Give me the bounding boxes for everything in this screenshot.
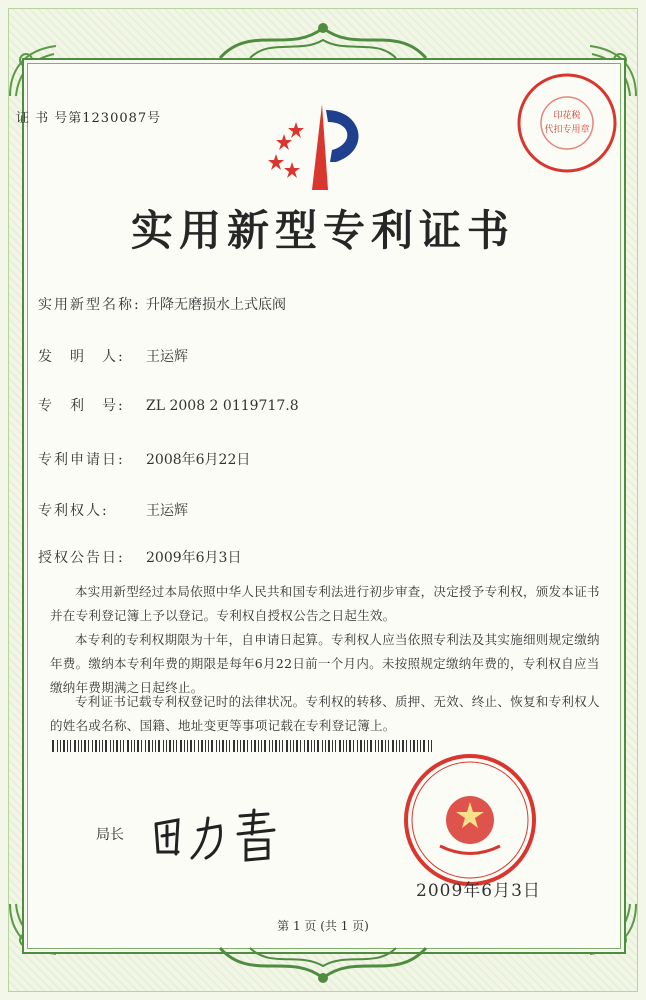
barcode-bar [145,740,146,752]
barcode-bar [296,740,298,752]
barcode-bar [198,740,199,752]
barcode-bar [222,740,224,752]
barcode-bar [208,740,209,752]
barcode-bar [113,740,114,752]
barcode-bar [314,740,315,752]
barcode-bar [367,740,368,752]
barcode-bar [81,740,82,752]
barcode-bar [78,740,79,752]
barcode-bar [74,740,76,752]
barcode-bar [360,740,362,752]
barcode-bar [152,740,153,752]
barcode-bar [279,740,280,752]
barcode-bar [180,740,182,752]
field-value: 王运辉 [146,349,188,365]
barcode-bar [322,740,323,752]
barcode-bar [304,740,305,752]
barcode-bar [282,740,283,752]
barcode-bar [190,740,192,752]
barcode-bar [226,740,227,752]
patent-office-logo [262,100,382,200]
barcode-bar [325,740,326,752]
barcode-bar [70,740,71,752]
barcode-bar [370,740,372,752]
barcode-bar [173,740,174,752]
barcode-bar [381,740,383,752]
barcode-bar [346,740,347,752]
barcode-bar [166,740,167,752]
field-application-date [38,449,250,469]
barcode-bar [158,740,160,752]
barcode-bar [353,740,354,752]
barcode-bar [187,740,188,752]
barcode-bar [254,740,256,752]
field-value: 2008年6月22日 [146,452,251,468]
barcode-bar [141,740,142,752]
barcode-bar [95,740,97,752]
barcode-bar [293,740,294,752]
barcode-bar [205,740,206,752]
barcode-bar [127,740,129,752]
barcode-bar [88,740,89,752]
barcode-bar [67,740,68,752]
barcode-bar [332,740,333,752]
barcode-bar [385,740,386,752]
barcode-bar [134,740,135,752]
barcode-bar [349,740,351,752]
certificate-title: 实用新型专利证书 [130,206,515,255]
barcode-bar [343,740,344,752]
barcode-bar [216,740,217,752]
barcode-bar [339,740,341,752]
barcode-bar [335,740,336,752]
field-label: 专 利 号: [38,398,125,414]
barcode-bar [57,740,58,752]
field-grant-date [38,547,241,567]
barcode-bar [243,740,245,752]
svg-text:代扣专用章: 代扣专用章 [544,125,590,135]
barcode-bar [219,740,220,752]
barcode-bar [275,740,277,752]
barcode-bar [211,740,213,752]
barcode-bar [247,740,248,752]
barcode-bar [261,740,262,752]
barcode-bar [290,740,291,752]
svg-text:印花税: 印花税 [553,111,581,121]
barcode-bar [272,740,273,752]
barcode [52,740,432,752]
barcode-bar [52,740,54,752]
barcode-bar [328,740,330,752]
field-label: 授权公告日: [38,550,125,566]
barcode-bar [396,740,397,752]
field-value: 升降无磨损水上式底阀 [146,297,286,313]
barcode-bar [116,740,118,752]
barcode-bar [105,740,107,752]
barcode-bar [169,740,171,752]
barcode-bar [137,740,139,752]
barcode-bar [110,740,111,752]
bottom-ornament [210,940,436,992]
barcode-bar [194,740,195,752]
barcode-bar [378,740,379,752]
barcode-bar [317,740,319,752]
barcode-bar [176,740,177,752]
barcode-bar [163,740,164,752]
patent-office-seal [400,750,540,890]
paragraph-grant: 本实用新型经过本局依照中华人民共和国专利法进行初步审查，决定授予专利权，颁发本证书并在专利登记簿上予以登记。专利权自授权公告之日起生效。 [50,584,600,623]
barcode-bar [233,740,235,752]
barcode-bar [63,740,65,752]
barcode-bar [300,740,301,752]
barcode-bar [184,740,185,752]
field-value: 王运辉 [146,503,188,519]
field-label: 实用新型名称: [38,297,141,313]
field-utility-model-name [38,294,286,314]
page-number: 第 1 页 (共 1 页) [277,919,369,933]
barcode-bar [155,740,156,752]
top-ornament [210,14,436,66]
barcode-bar [264,740,266,752]
field-label: 发 明 人: [38,349,125,365]
certificate-number: 证 书 号第1230087号 [16,111,162,126]
barcode-bar [251,740,252,752]
barcode-bar [375,740,376,752]
barcode-bar [102,740,103,752]
barcode-bar [229,740,230,752]
field-value: ZL 2008 2 0119717.8 [146,398,299,414]
tax-seal-stamp [514,70,620,176]
barcode-bar [201,740,203,752]
barcode-bar [131,740,132,752]
field-value: 2009年6月3日 [146,550,242,566]
barcode-bar [392,740,394,752]
director-signature [148,800,298,870]
barcode-bar [99,740,100,752]
barcode-bar [92,740,93,752]
barcode-bar [237,740,238,752]
barcode-bar [84,740,86,752]
field-inventor [38,346,188,366]
barcode-bar [357,740,358,752]
field-patentee [38,500,188,520]
barcode-bar [120,740,121,752]
field-label: 专利权人: [38,503,109,519]
barcode-bar [388,740,389,752]
barcode-bar [258,740,259,752]
barcode-bar [307,740,309,752]
barcode-bar [148,740,150,752]
barcode-bar [286,740,288,752]
barcode-bar [364,740,365,752]
paragraph-legal-status: 专利证书记载专利权登记时的法律状况。专利权的转移、质押、无效、终止、恢复和专利权人的姓名或名称、国籍、地址变更等事项记载在专利登记簿上。 [50,694,600,733]
barcode-bar [269,740,270,752]
field-patent-number [38,395,299,415]
issue-date: 2009年6月3日 [416,881,541,901]
barcode-bar [240,740,241,752]
barcode-bar [60,740,61,752]
paragraph-term: 本专利的专利权期限为十年，自申请日起算。专利权人应当依照专利法及其实施细则规定缴纳年费。缴纳本专利年费的期限是每年6月22日前一个月内。未按照规定缴纳年费的，专利权自应当缴纳年费期满之日起终止。 [50,632,600,695]
field-label: 专利申请日: [38,452,125,468]
barcode-bar [123,740,124,752]
barcode-bar [311,740,312,752]
director-label: 局长 [96,827,124,843]
